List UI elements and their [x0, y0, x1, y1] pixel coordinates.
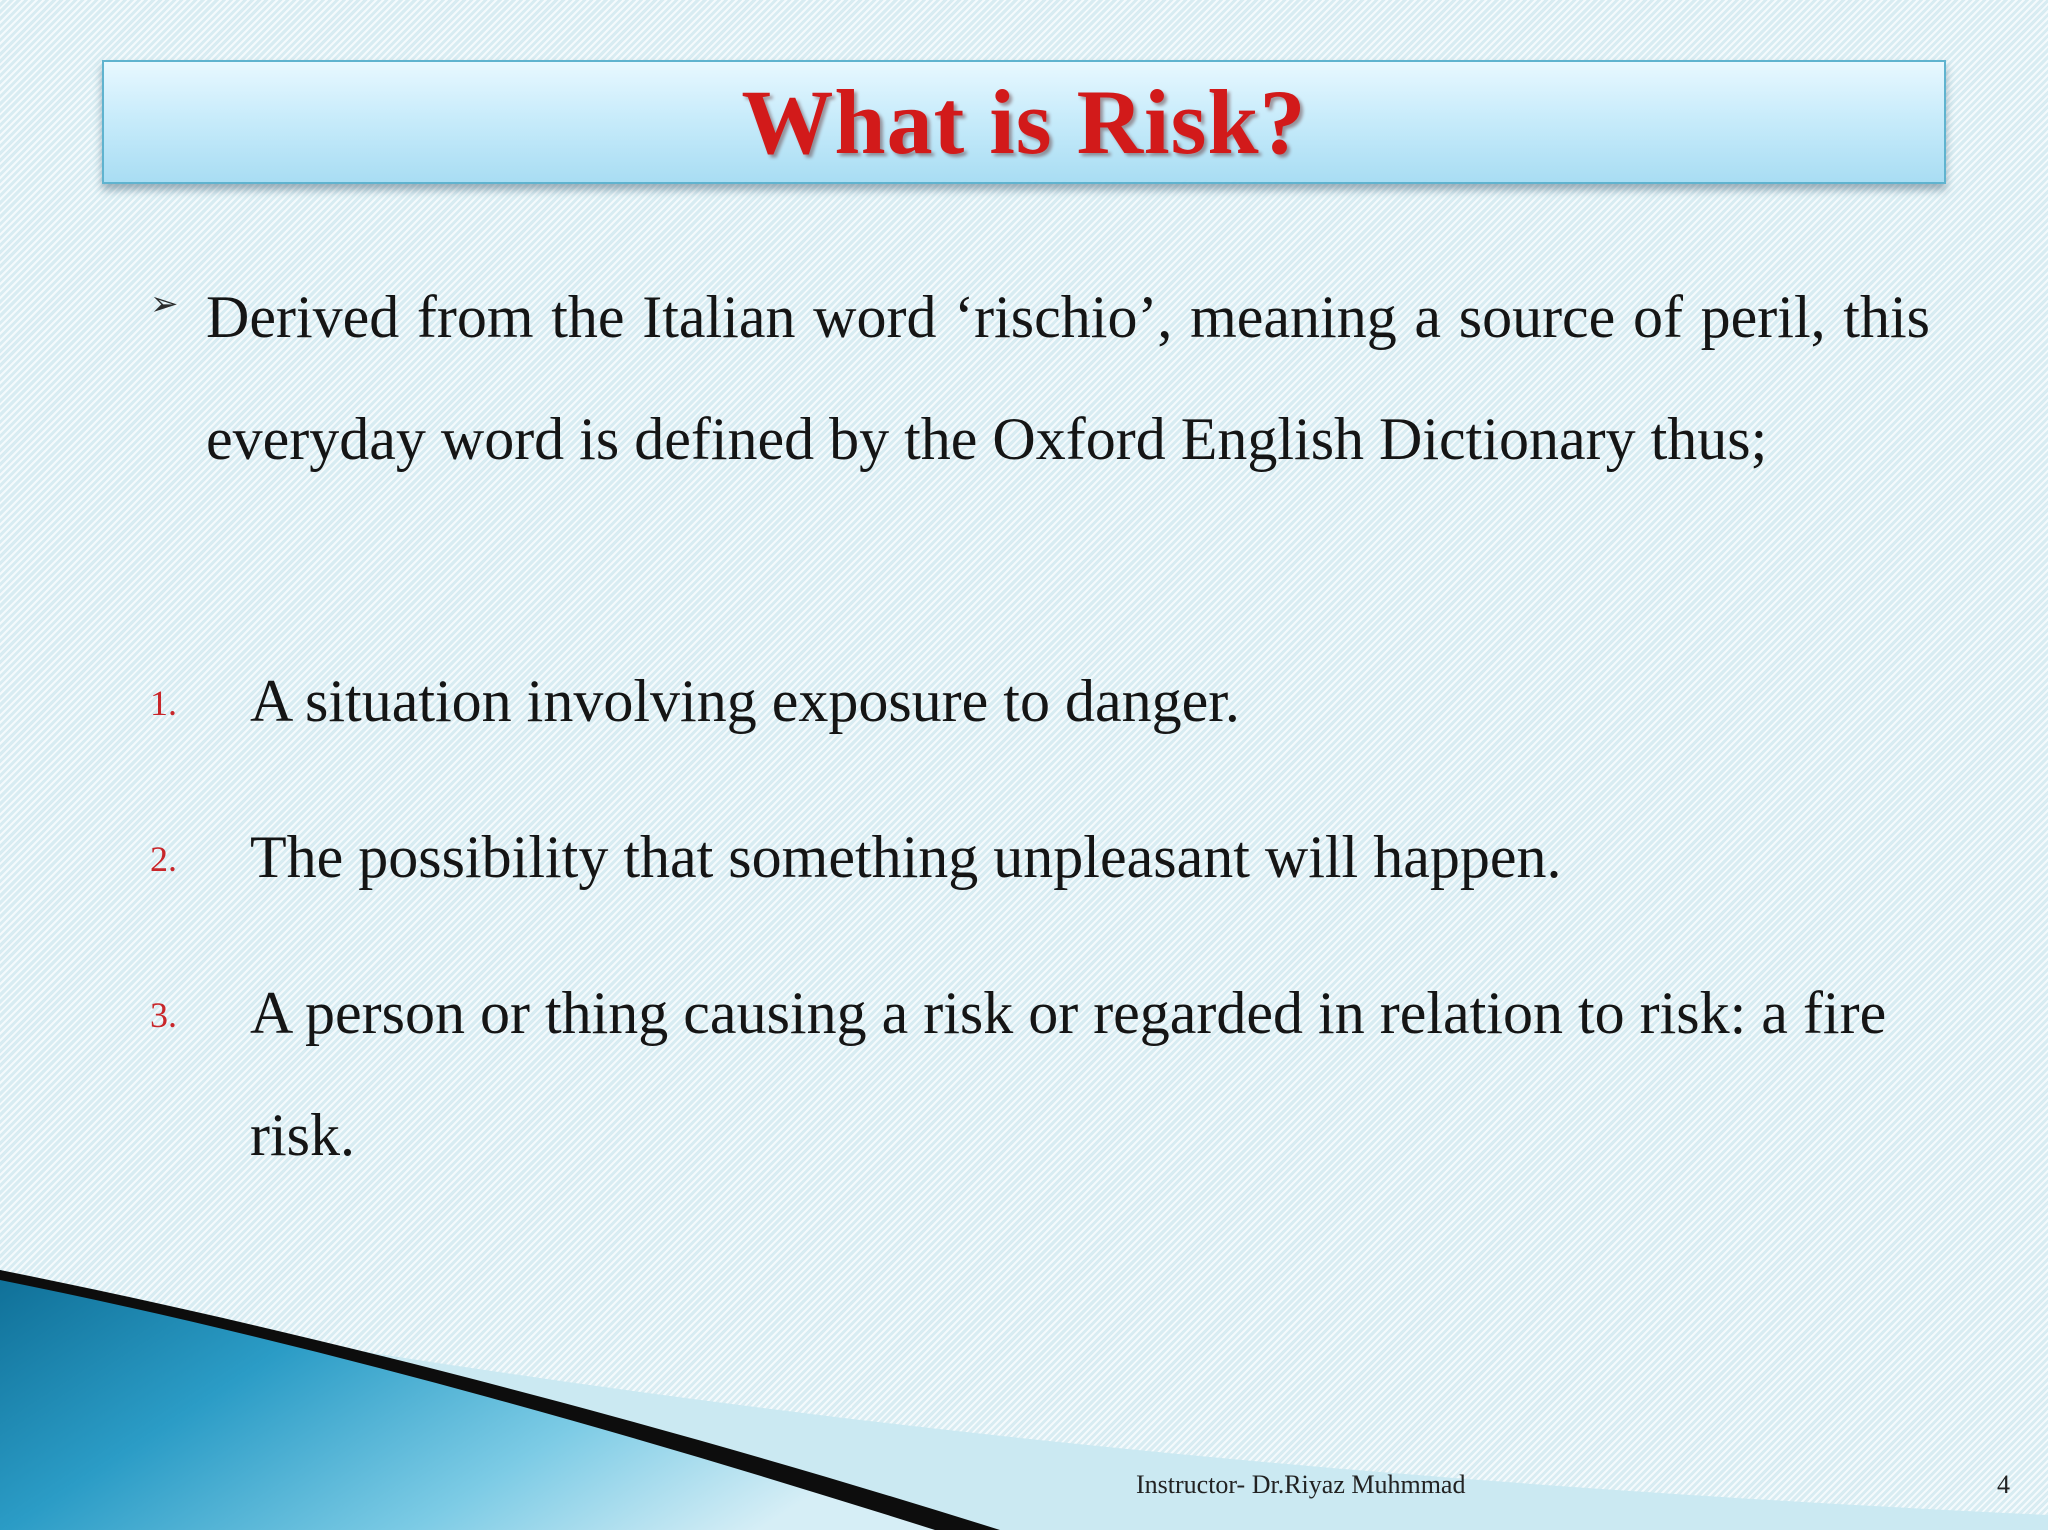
footer-instructor: Instructor- Dr.Riyaz Muhmmad [1136, 1470, 1466, 1499]
title-bar [102, 60, 1946, 184]
slide-title: What is Risk? [741, 71, 1307, 173]
list-item-text: A situation involving exposure to danger. [250, 668, 1240, 734]
bullet-paragraph [150, 258, 1930, 500]
list-item-number: 1. [150, 683, 177, 723]
decorative-swoosh [0, 1270, 2048, 1530]
list-item [150, 798, 1930, 918]
bullet-text: Derived from the Italian word ‘rischio’, meaning a source of peril, this everyday word is defined by the Oxford English Dictionary thus; [206, 284, 1930, 472]
list-item [150, 642, 1930, 762]
list-item-text: A person or thing causing a risk or regarded in relation to risk: a fire risk. [250, 980, 1887, 1168]
list-item-number: 3. [150, 995, 177, 1035]
page-number: 4 [1997, 1470, 2010, 1499]
list-item-text: The possibility that something unpleasant will happen. [250, 824, 1562, 890]
list-item [150, 954, 1930, 1196]
list-item-number: 2. [150, 839, 177, 879]
arrow-bullet-icon: ➢ [150, 284, 179, 324]
